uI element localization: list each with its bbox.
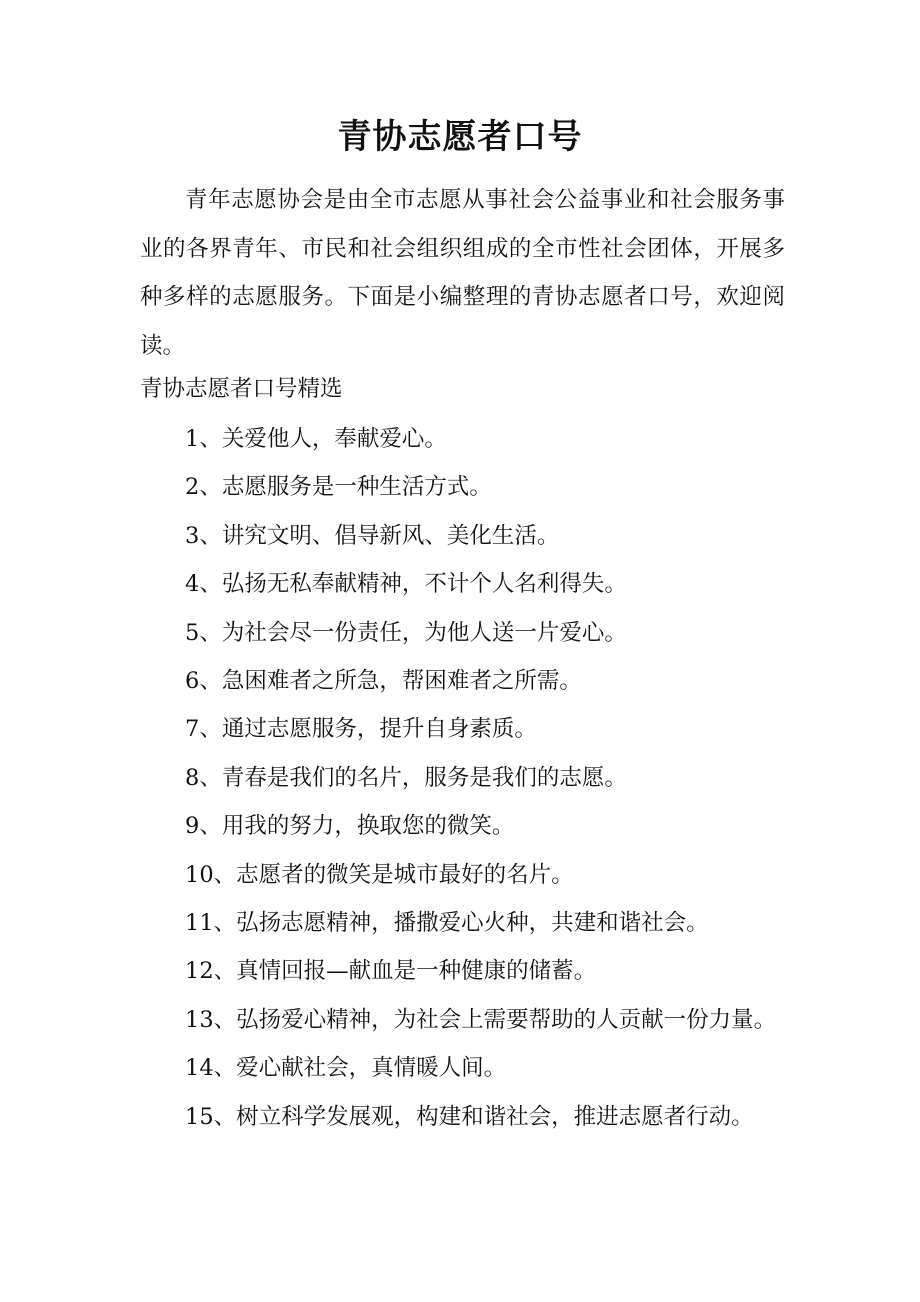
- page-title: 青协志愿者口号: [337, 117, 583, 157]
- list-item: 13、弘扬爱心精神，为社会上需要帮助的人贡献一份力量。: [185, 1006, 777, 1033]
- list-item: 14、爱心献社会，真情暖人间。: [185, 1055, 507, 1082]
- list-item: 1、关爱他人，奉献爱心。: [185, 426, 447, 452]
- intro-paragraph: 青年志愿协会是由全市志愿从事社会公益事业和社会服务事业的各界青年、市民和社会组织组成的全市性社会团体，开展多种多样的志愿服务。下面是小编整理的青协志愿者口号，欢迎阅读。: [140, 187, 785, 359]
- slogan-list: [140, 415, 785, 1141]
- list-item: 8、青春是我们的名片，服务是我们的志愿。: [185, 764, 627, 791]
- list-item: 6、急困难者之所急，帮困难者之所需。: [185, 668, 582, 695]
- list-item: 2、志愿服务是一种生活方式。: [185, 474, 492, 501]
- list-item: 12、真情回报—献血是一种健康的储蓄。: [185, 958, 597, 985]
- list-item: 11、弘扬志愿精神，播撒爱心火种，共建和谐社会。: [185, 910, 709, 937]
- list-item: 3、讲究文明、倡导新风、美化生活。: [185, 522, 560, 549]
- list-item: 15、树立科学发展观，构建和谐社会，推进志愿者行动。: [185, 1103, 754, 1130]
- list-item: 4、弘扬无私奉献精神，不计个人名利得失。: [185, 571, 627, 598]
- list-item: 9、用我的努力，换取您的微笑。: [185, 813, 515, 840]
- list-item: 7、通过志愿服务，提升自身素质。: [185, 716, 537, 743]
- list-item: 10、志愿者的微笑是城市最好的名片。: [185, 861, 574, 888]
- list-item: 5、为社会尽一份责任，为他人送一片爱心。: [185, 619, 627, 646]
- section-heading: 青协志愿者口号精选: [140, 376, 343, 402]
